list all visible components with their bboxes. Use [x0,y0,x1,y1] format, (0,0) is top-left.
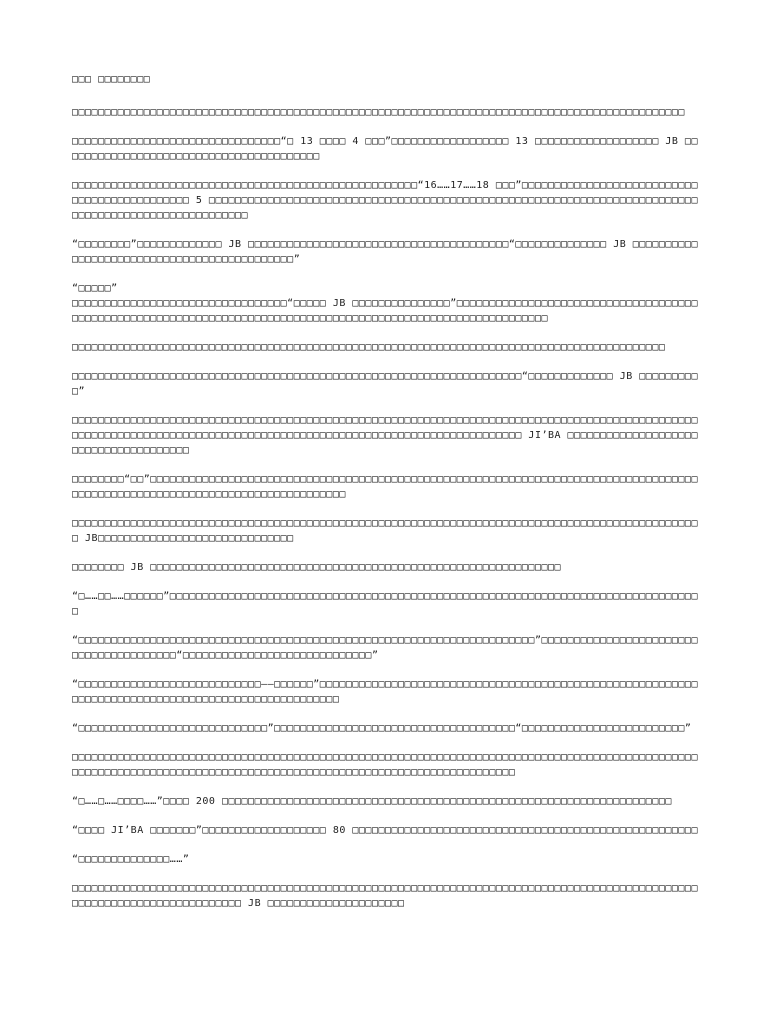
paragraph-12: “□……□□……□□□□□□”□□□□□□□□□□□□□□□□□□□□□□□□□□□□□□□□□□□□□□□□□□□□□□□□□□□□□□□□□□□□□□□□□□□□□□□□□□□□□□□□□□ [72,591,698,617]
paragraph-18: “□□□□ JI’BA □□□□□□□”□□□□□□□□□□□□□□□□□□□ 80 □□□□□□□□□□□□□□□□□□□□□□□□□□□□□□□□□□□□□□□□□□□□□□□□□□□□□ [72,825,698,836]
paragraph-13: “□□□□□□□□□□□□□□□□□□□□□□□□□□□□□□□□□□□□□□□□□□□□□□□□□□□□□□□□□□□□□□□□□□□□□□”□□□□□□□□□□□□□□□□□□□□□□□□□□□□□□□□□□□□□□□□“□□□□□□□□□□□□□□□□□□□□□□□□□□□□□” [72,635,698,661]
paragraph-7: □□□□□□□□□□□□□□□□□□□□□□□□□□□□□□□□□□□□□□□□□□□□□□□□□□□□□□□□□□□□□□□□□□□□□“□□□□□□□□□□□□□ JB □□□□□□□□□□” [72,371,698,397]
paragraph-5: “□□□□□” □□□□□□□□□□□□□□□□□□□□□□□□□□□□□□□□□“□□□□□ JB □□□□□□□□□□□□□□□”□□□□□□□□□□□□□□□□□□□□□□□□□□□□□□□□□□□□□□□□□□□□□□□□□□□□□□□□□□□□□□□□□□□□□□□□□□□□□□□□□□□□□□□□□□□□□□□□□□□□□□□□□□□□□□ [72,283,698,324]
paragraph-11: □□□□□□□□ JB □□□□□□□□□□□□□□□□□□□□□□□□□□□□□□□□□□□□□□□□□□□□□□□□□□□□□□□□□□□□□□□ [72,562,562,573]
paragraph-14: “□□□□□□□□□□□□□□□□□□□□□□□□□□□□——□□□□□□”□□□□□□□□□□□□□□□□□□□□□□□□□□□□□□□□□□□□□□□□□□□□□□□□□□□□□□□□□□□□□□□□□□□□□□□□□□□□□□□□□□□□□□□□□□□□□□□□□□□ [72,679,698,705]
document-page [72,72,702,925]
paragraph-16: □□□□□□□□□□□□□□□□□□□□□□□□□□□□□□□□□□□□□□□□□□□□□□□□□□□□□□□□□□□□□□□□□□□□□□□□□□□□□□□□□□□□□□□□□□□□□□□□□□□□□□□□□□□□□□□□□□□□□□□□□□□□□□□□□□□□□□□□□□□□□□□□□□□□□□□□□□□□□□□□□□□□ [72,752,698,778]
paragraph-19: “□□□□□□□□□□□□□□……” [72,854,190,865]
paragraph-4: “□□□□□□□□”□□□□□□□□□□□□□ JB □□□□□□□□□□□□□□□□□□□□□□□□□□□□□□□□□□□□□□□□“□□□□□□□□□□□□□□ JB □□□□□□□□□□□□□□□□□□□□□□□□□□□□□□□□□□□□□□□□□□□□” [72,239,698,265]
paragraph-17: “□……□……□□□□……”□□□□ 200 □□□□□□□□□□□□□□□□□□□□□□□□□□□□□□□□□□□□□□□□□□□□□□□□□□□□□□□□□□□□□□□□□□□□□ [72,796,672,807]
paragraph-3: □□□□□□□□□□□□□□□□□□□□□□□□□□□□□□□□□□□□□□□□□□□□□□□□□□□□□“16……17……18 □□□”□□□□□□□□□□□□□□□□□□□□□□□□□□□□□□□□□□□□□□□□□□□□□ 5 □□□□□□□□□□□□□□□□□□□□□□□□□□□□□□□□□□□□□□□□□□□□□□□□□□□□□□□□□□□□□□□□□□□□□□□□□□□□□□□□□□□□□□□□□□□□□□□□□□□□□□ [72,180,698,221]
document-title: □□□ □□□□□□□□ [72,74,151,85]
paragraph-9: □□□□□□□□“□□”□□□□□□□□□□□□□□□□□□□□□□□□□□□□□□□□□□□□□□□□□□□□□□□□□□□□□□□□□□□□□□□□□□□□□□□□□□□□□□□□□□□□□□□□□□□□□□□□□□□□□□□□□□□□□□□□□□□□□□□□□□□□□□ [72,474,698,500]
paragraph-15: “□□□□□□□□□□□□□□□□□□□□□□□□□□□□□”□□□□□□□□□□□□□□□□□□□□□□□□□□□□□□□□□□□□□“□□□□□□□□□□□□□□□□□□□□□□□□□” [72,723,692,734]
paragraph-20: □□□□□□□□□□□□□□□□□□□□□□□□□□□□□□□□□□□□□□□□□□□□□□□□□□□□□□□□□□□□□□□□□□□□□□□□□□□□□□□□□□□□□□□□□□□□□□□□□□□□□□□□□□□□□□□□□□□□□□□□□□ JB □□□□□□□□□□□□□□□□□□□□□ [72,883,698,909]
paragraph-2: □□□□□□□□□□□□□□□□□□□□□□□□□□□□□□□□“□ 13 □□□□ 4 □□□”□□□□□□□□□□□□□□□□□□ 13 □□□□□□□□□□□□□□□□□□□ JB □□□□□□□□□□□□□□□□□□□□□□□□□□□□□□□□□□□□□□□□ [72,136,698,162]
paragraph-10: □□□□□□□□□□□□□□□□□□□□□□□□□□□□□□□□□□□□□□□□□□□□□□□□□□□□□□□□□□□□□□□□□□□□□□□□□□□□□□□□□□□□□□□□□□□□□□□□□ JB□□□□□□□□□□□□□□□□□□□□□□□□□□□□□□ [72,518,698,544]
paragraph-6: □□□□□□□□□□□□□□□□□□□□□□□□□□□□□□□□□□□□□□□□□□□□□□□□□□□□□□□□□□□□□□□□□□□□□□□□□□□□□□□□□□□□□□□□□□□ [72,342,666,353]
paragraph-8: □□□□□□□□□□□□□□□□□□□□□□□□□□□□□□□□□□□□□□□□□□□□□□□□□□□□□□□□□□□□□□□□□□□□□□□□□□□□□□□□□□□□□□□□□□□□□□□□□□□□□□□□□□□□□□□□□□□□□□□□□□□□□□□□□□□□□□□□□□□□□□□□□□□□□□□□□□□□□□□□□□□□□ JI’BA □□□□□□□□□□□□□□□□□□□□□□□□□□□□□□□□□□□□□□ [72,415,698,456]
paragraph-1: □□□□□□□□□□□□□□□□□□□□□□□□□□□□□□□□□□□□□□□□□□□□□□□□□□□□□□□□□□□□□□□□□□□□□□□□□□□□□□□□□□□□□□□□□□□□□□ [72,107,685,118]
